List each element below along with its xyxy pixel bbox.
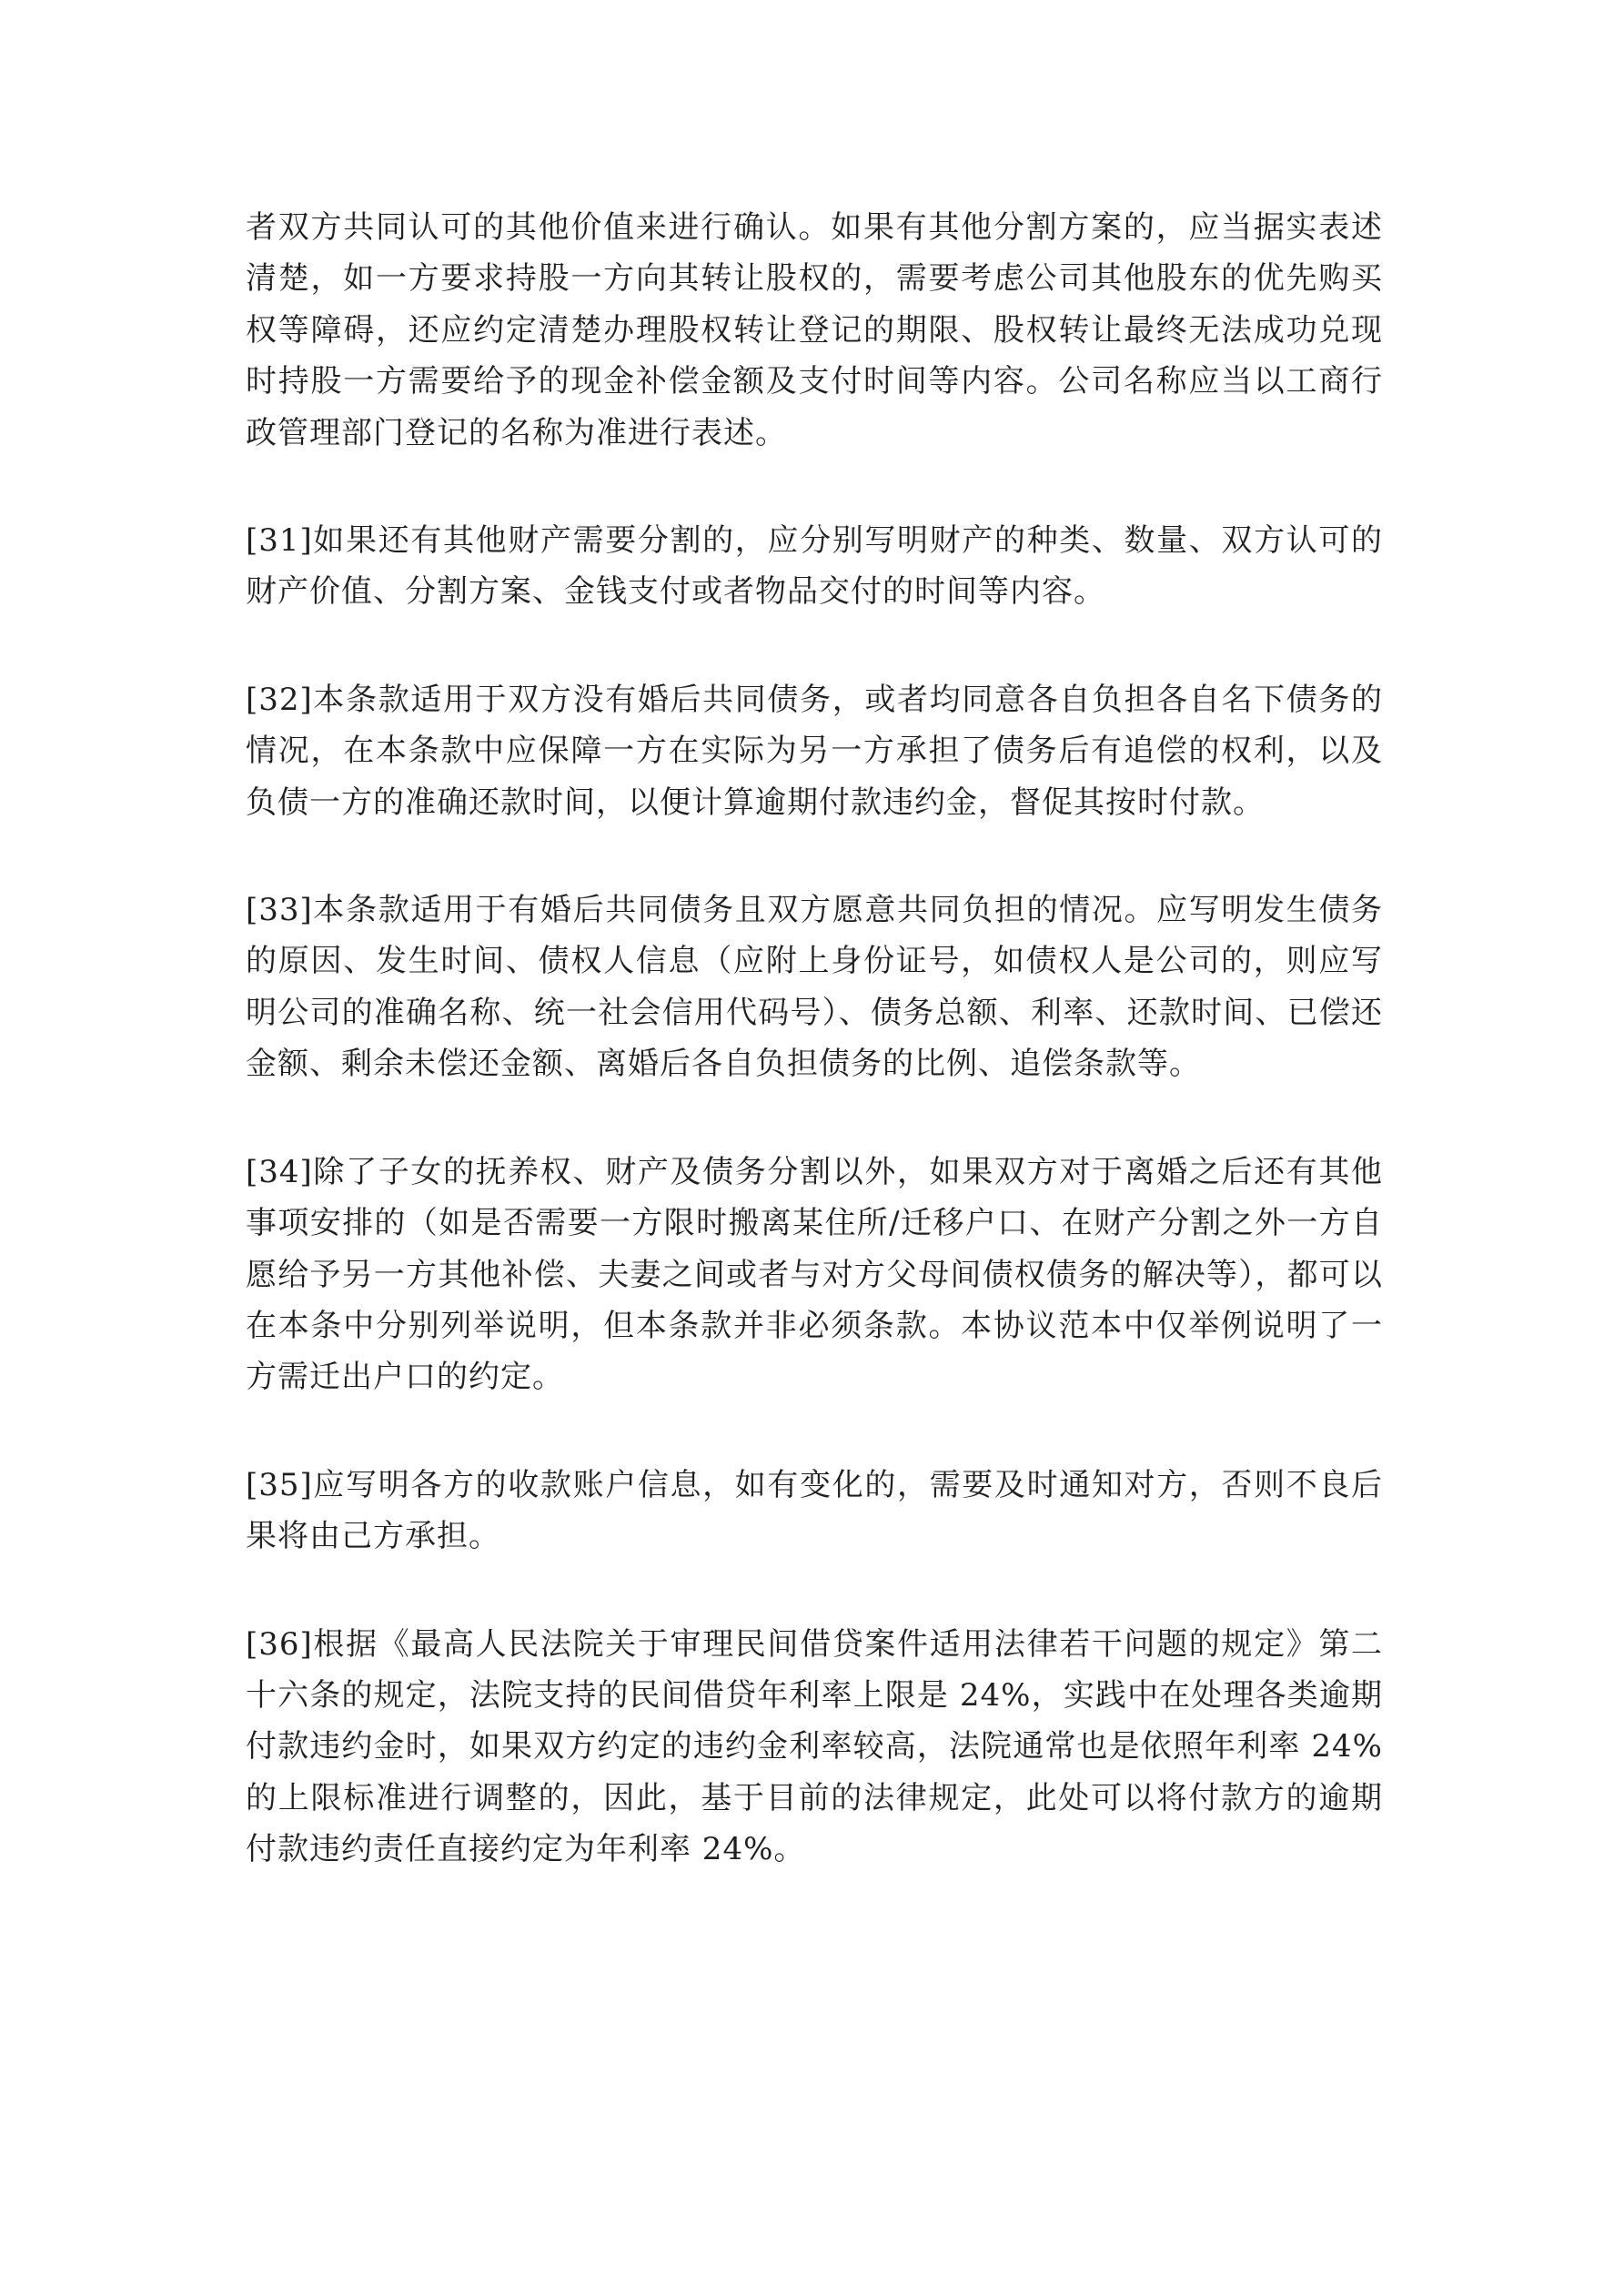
paragraph-spacer — [246, 618, 1383, 674]
paragraph-spacer — [246, 1563, 1383, 1619]
note-34-paragraph: [34]除了子女的抚养权、财产及债务分割以外，如果双方对于离婚之后还有其他事项安排的（如是否需要一方限时搬离某住所/迁移户口、在财产分割之外一方自愿给予另一方其他补偿、夫妻之间或者与对方父母间债权债务的解决等），都可以在本条中分别列举说明，但本条款并非必须条款。本协议范本中仅举例说明了一方需迁出户口的约定。 — [246, 1153, 1383, 1396]
paragraph-spacer — [246, 828, 1383, 885]
continuation-paragraph: 者双方共同认可的其他价值来进行确认。如果有其他分割方案的，应当据实表述清楚，如一方要求持股一方向其转让股权的，需要考虑公司其他股东的优先购买权等障碍，还应约定清楚办理股权转让登记的期限、股权转让最终无法成功兑现时持股一方需要给予的现金补偿金额及支付时间等内容。公司名称应当以工商行政管理部门登记的名称为准进行表述。 — [246, 209, 1383, 451]
note-32-paragraph: [32]本条款适用于双方没有婚后共同债务，或者均同意各自负担各自名下债务的情况，在本条款中应保障一方在实际为另一方承担了债务后有追偿的权利，以及负债一方的准确还款时间，以便计算逾期付款违约金，督促其按时付款。 — [246, 681, 1383, 821]
paragraph-spacer — [246, 1090, 1383, 1147]
document-content — [246, 202, 1383, 1876]
paragraph-spacer — [246, 459, 1383, 515]
note-36-paragraph: [36]根据《最高人民法院关于审理民间借贷案件适用法律若干问题的规定》第二十六条的规定，法院支持的民间借贷年利率上限是 24%，实践中在处理各类逾期付款违约金时，如果双方约定的违约金利率较高，法院通常也是依照年利率 24%的上限标准进行调整的，因此，基于目前的法律规定，此处可以将付款方的逾期付款违约责任直接约定为年利率 24%。 — [246, 1625, 1383, 1868]
paragraph-spacer — [246, 1403, 1383, 1460]
note-31-paragraph: [31]如果还有其他财产需要分割的，应分别写明财产的种类、数量、双方认可的财产价值、分割方案、金钱支付或者物品交付的时间等内容。 — [246, 522, 1383, 611]
note-35-paragraph: [35]应写明各方的收款账户信息，如有变化的，需要及时通知对方，否则不良后果将由己方承担。 — [246, 1466, 1383, 1555]
note-33-paragraph: [33]本条款适用于有婚后共同债务且双方愿意共同负担的情况。应写明发生债务的原因、发生时间、债权人信息（应附上身份证号，如债权人是公司的，则应写明公司的准确名称、统一社会信用代码号）、债务总额、利率、还款时间、已偿还金额、剩余未偿还金额、离婚后各自负担债务的比例、追偿条款等。 — [246, 892, 1383, 1083]
